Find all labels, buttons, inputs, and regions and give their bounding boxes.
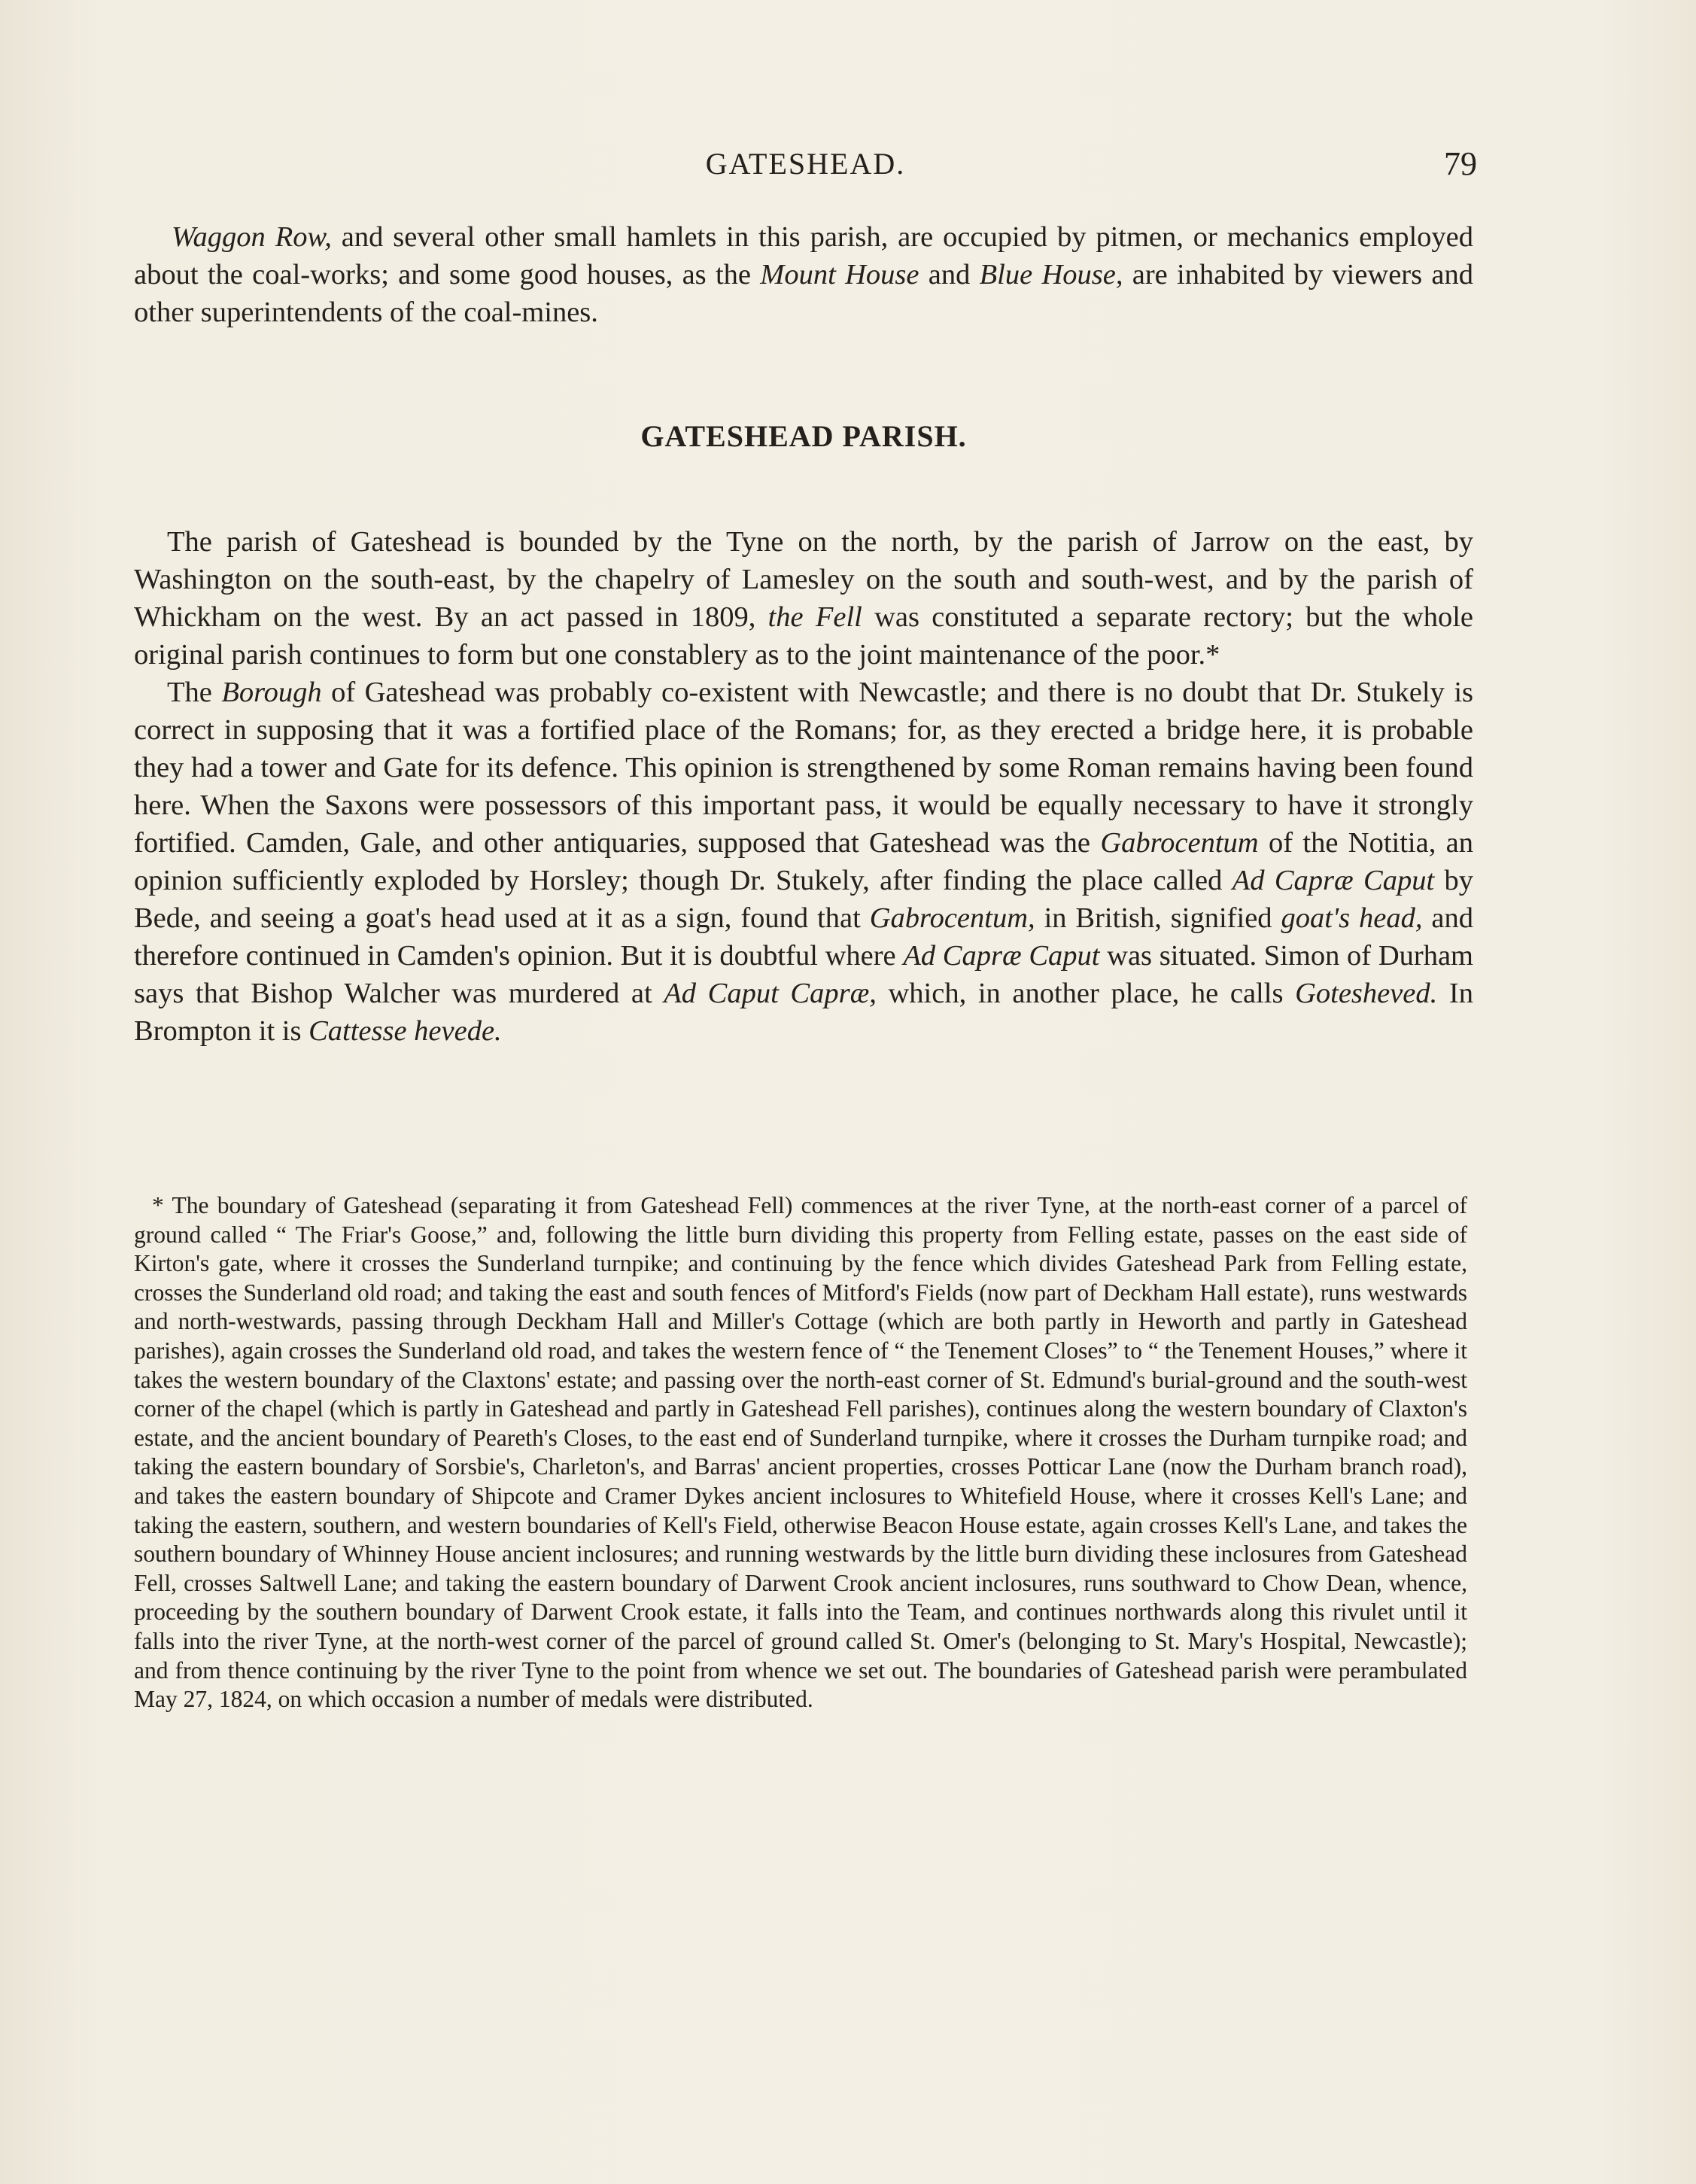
running-head xyxy=(134,141,1477,187)
para1-text-1: The parish of Gateshead is bounded by the Tyne on the north, by the parish of Jarrow on the east, by Washington on the south-east, by the chapelry of Lamesley on the south and south-west, and by the parish of Whickham on the west. By an act passed in 1809, xyxy=(134,526,1473,633)
para1-text-2: was constituted a separate rectory; but the whole original parish continues to form but one constablery as to the joint maintenance of the poor.* xyxy=(134,601,1473,671)
para1-italic-fell: the Fell xyxy=(767,601,862,633)
para2-italic-ad-caput-caprae: Ad Caput Capræ, xyxy=(664,978,877,1009)
page-number: 79 xyxy=(1444,145,1477,182)
para2-text-4: by Bede, and seeing a goat's head used at it as a sign, found that xyxy=(134,865,1474,934)
place-name-mount-house: Mount House xyxy=(760,259,919,290)
para2-text-7: was situated. Simon of Durham says that Bishop Walcher was murdered at xyxy=(134,940,1473,1009)
intro-paragraph xyxy=(134,218,1473,331)
para2-italic-gabrocentum: Gabrocentum xyxy=(1100,827,1259,859)
paragraph-boundaries xyxy=(134,523,1473,674)
para2-text-6: and therefore continued in Camden's opinion. But it is doubtful where xyxy=(134,902,1474,972)
place-name-blue-house: Blue House, xyxy=(979,259,1123,290)
para2-italic-cattesse-hevede: Cattesse hevede. xyxy=(309,1015,502,1047)
paragraph-borough xyxy=(134,674,1473,1050)
para2-text-5: in British, signified xyxy=(1035,902,1281,934)
intro-text-2: and xyxy=(919,259,980,290)
footnote: * The boundary of Gateshead (separating it from Gateshead Fell) commences at the river Tyne, at the north-east corner of a parcel of ground called “ The Friar's Goose,” and, following the little burn dividing this property from Felling estate, passes on the east side of Kirton's gate, where it crosses the Sunderland turnpike; and continuing by the fence which divides Gateshead Park from Felling estate, crosses the Sunderland old road; and taking the east and south fences of Mitford's Fields (now part of Deckham Hall estate), runs westwards and north-westwards, passing through Deckham Hall and Miller's Cottage (which are both partly in Heworth and partly in Gateshead parishes), again crosses the Sunderland old road, and takes the western fence of “ the Tenement Closes” to “ the Tenement Houses,” where it takes the western boundary of the Claxtons' estate; and passing over the north-east corner of St. Edmund's burial-ground and the south-west corner of the chapel (which is partly in Gateshead and partly in Gateshead Fell parishes), continues along the western boundary of Claxton's estate, and the ancient boundary of Peareth's Closes, to the east end of Sunderland turnpike, where it crosses the Durham turnpike road; and taking the eastern boundary of Sorsbie's, Charleton's, and Barras' ancient properties, crosses Potticar Lane (now the Durham branch road), and takes the eastern boundary of Shipcote and Cramer Dykes ancient inclosures to Whitefield House, where it crosses Kell's Lane; and taking the eastern, southern, and western boundaries of Kell's Field, otherwise Beacon House estate, again crosses Kell's Lane, and takes the southern boundary of Whinney House ancient inclosures; and running westwards by the little burn dividing these inclosures from Gateshead Fell, crosses Saltwell Lane; and taking the eastern boundary of Darwent Crook ancient inclosures, runs southward to Chow Dean, whence, proceeding by the southern boundary of Darwent Crook estate, it falls into the Team, and continues northwards along this rivulet until it falls into the river Tyne, at the north-west corner of the parcel of ground called St. Omer's (belonging to St. Mary's Hospital, Newcastle); and from thence continuing by the river Tyne to the point from whence we set out. The boundaries of Gateshead parish were perambulated May 27, 1824, on which occasion a number of medals were distributed. xyxy=(134,1192,1467,1713)
para2-text-1: The xyxy=(167,677,222,708)
para2-text-3: of the Notitia, an opinion sufficiently exploded by Horsley; though Dr. Stukely, after finding the place called xyxy=(134,827,1474,896)
place-name-waggon-row: Waggon Row, xyxy=(172,221,332,253)
para2-text-2: of Gateshead was probably co-existent with Newcastle; and there is no doubt that Dr. Stukely is correct in supposing that it was a fortified place of the Romans; for, as they erected a bridge here, it is probable they had a tower and Gate for its defence. This opinion is strengthened by some Roman remains having been found here. When the Saxons were possessors of this important pass, it would be equally necessary to have it strongly fortified. Camden, Gale, and other antiquaries, supposed that Gateshead was the xyxy=(134,677,1473,859)
para2-italic-ad-caprae-caput: Ad Capræ Caput xyxy=(1232,865,1435,896)
para2-italic-gotesheved: Gotesheved. xyxy=(1295,978,1438,1009)
page-header-title: GATESHEAD. xyxy=(705,147,906,181)
para2-text-8: which, in another place, he calls xyxy=(876,978,1296,1009)
para2-italic-borough: Borough xyxy=(221,677,322,708)
section-title: GATESHEAD PARISH. xyxy=(640,419,967,453)
intro-text-3: are inhabited by viewers and other superintendents of the coal-mines. xyxy=(134,259,1473,328)
para2-italic-gabrocentum-2: Gabrocentum, xyxy=(869,902,1035,934)
para2-italic-ad-caprae-caput-2: Ad Capræ Caput xyxy=(903,940,1100,972)
para2-italic-goats-head: goat's head, xyxy=(1281,902,1423,934)
para2-text-9: In Brompton it is xyxy=(134,978,1473,1047)
parish-text xyxy=(134,523,1473,1050)
intro-text-1: and several other small hamlets in this parish, are occupied by pitmen, or mechanics employed about the coal-works; and some good houses, as the xyxy=(134,221,1473,290)
